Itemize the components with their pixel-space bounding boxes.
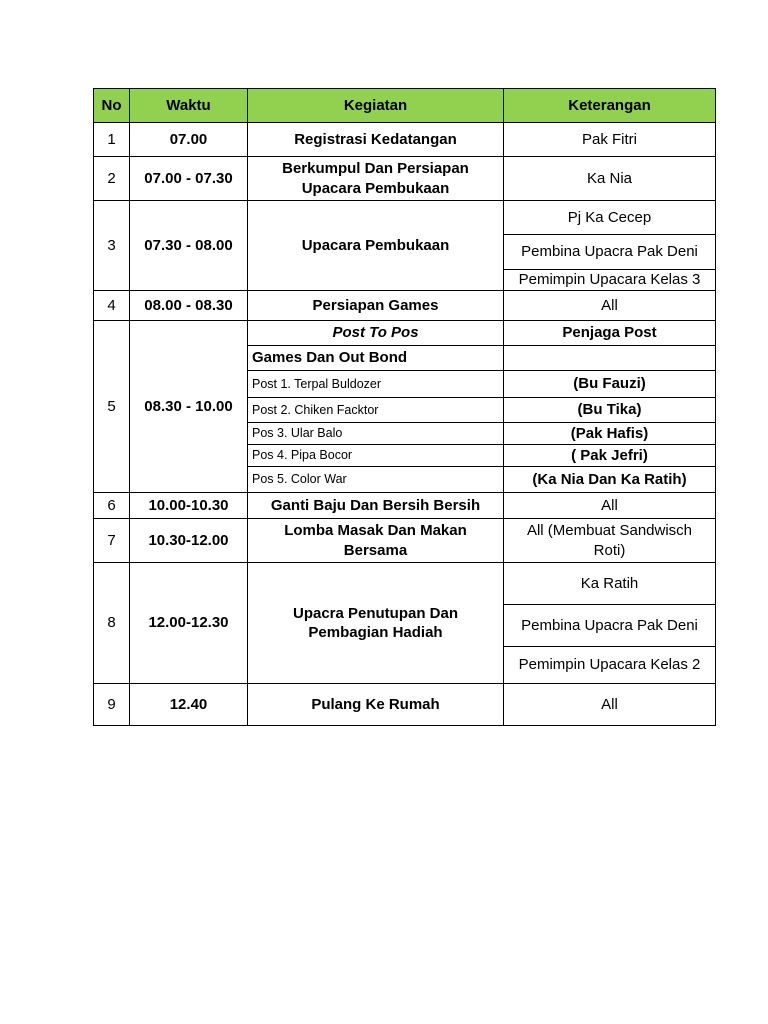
table-row xyxy=(94,291,716,321)
cell-keterangan: Pembina Upacra Pak Deni xyxy=(504,235,716,270)
cell-keterangan: All (Membuat Sandwisch Roti) xyxy=(504,519,716,563)
table-row xyxy=(94,157,716,201)
cell-no: 7 xyxy=(94,519,130,563)
cell-keterangan: Penjaga Post xyxy=(504,321,716,346)
cell-keterangan: ( Pak Jefri) xyxy=(504,445,716,467)
header-waktu: Waktu xyxy=(130,89,248,123)
cell-kegiatan: Post To Pos xyxy=(248,321,504,346)
cell-keterangan: (Bu Fauzi) xyxy=(504,371,716,398)
cell-waktu: 07.00 - 07.30 xyxy=(130,157,248,201)
table-row xyxy=(94,684,716,726)
cell-waktu: 12.40 xyxy=(130,684,248,726)
cell-keterangan: (Bu Tika) xyxy=(504,398,716,423)
header-no: No xyxy=(94,89,130,123)
table-header-row xyxy=(94,89,716,123)
cell-keterangan: All xyxy=(504,291,716,321)
cell-keterangan: Ka Ratih xyxy=(504,563,716,605)
cell-kegiatan: Ganti Baju Dan Bersih Bersih xyxy=(248,493,504,519)
cell-no: 9 xyxy=(94,684,130,726)
header-keterangan: Keterangan xyxy=(504,89,716,123)
cell-kegiatan: Pos 3. Ular Balo xyxy=(248,423,504,445)
cell-keterangan: Pembina Upacra Pak Deni xyxy=(504,605,716,647)
cell-waktu: 12.00-12.30 xyxy=(130,563,248,684)
table-row xyxy=(94,321,716,346)
cell-no: 6 xyxy=(94,493,130,519)
cell-waktu: 07.30 - 08.00 xyxy=(130,201,248,291)
table-row xyxy=(94,563,716,605)
cell-no: 4 xyxy=(94,291,130,321)
cell-keterangan: Pemimpin Upacara Kelas 2 xyxy=(504,647,716,684)
cell-keterangan: All xyxy=(504,684,716,726)
cell-kegiatan: Pulang Ke Rumah xyxy=(248,684,504,726)
cell-waktu: 10.30-12.00 xyxy=(130,519,248,563)
cell-kegiatan: Persiapan Games xyxy=(248,291,504,321)
table-row xyxy=(94,201,716,235)
cell-kegiatan: Lomba Masak Dan Makan Bersama xyxy=(248,519,504,563)
table-row xyxy=(94,123,716,157)
cell-kegiatan: Post 1. Terpal Buldozer xyxy=(248,371,504,398)
table-row xyxy=(94,519,716,563)
cell-keterangan: Pj Ka Cecep xyxy=(504,201,716,235)
cell-keterangan: Pemimpin Upacara Kelas 3 xyxy=(504,270,716,291)
cell-kegiatan: Pos 5. Color War xyxy=(248,467,504,493)
schedule-table xyxy=(93,88,716,726)
cell-kegiatan: Berkumpul Dan Persiapan Upacara Pembukaan xyxy=(248,157,504,201)
cell-kegiatan: Upacra Penutupan Dan Pembagian Hadiah xyxy=(248,563,504,684)
cell-keterangan xyxy=(504,346,716,371)
cell-no: 1 xyxy=(94,123,130,157)
cell-kegiatan: Upacara Pembukaan xyxy=(248,201,504,291)
cell-waktu: 07.00 xyxy=(130,123,248,157)
cell-no: 3 xyxy=(94,201,130,291)
cell-kegiatan: Registrasi Kedatangan xyxy=(248,123,504,157)
cell-no: 8 xyxy=(94,563,130,684)
cell-keterangan: All xyxy=(504,493,716,519)
cell-keterangan: Pak Fitri xyxy=(504,123,716,157)
cell-waktu: 10.00-10.30 xyxy=(130,493,248,519)
cell-waktu: 08.30 - 10.00 xyxy=(130,321,248,493)
table-row xyxy=(94,493,716,519)
cell-keterangan: Ka Nia xyxy=(504,157,716,201)
cell-no: 5 xyxy=(94,321,130,493)
cell-keterangan: (Pak Hafis) xyxy=(504,423,716,445)
cell-kegiatan: Post 2. Chiken Facktor xyxy=(248,398,504,423)
cell-kegiatan: Pos 4. Pipa Bocor xyxy=(248,445,504,467)
cell-no: 2 xyxy=(94,157,130,201)
cell-waktu: 08.00 - 08.30 xyxy=(130,291,248,321)
cell-keterangan: (Ka Nia Dan Ka Ratih) xyxy=(504,467,716,493)
header-kegiatan: Kegiatan xyxy=(248,89,504,123)
cell-kegiatan: Games Dan Out Bond xyxy=(248,346,504,371)
